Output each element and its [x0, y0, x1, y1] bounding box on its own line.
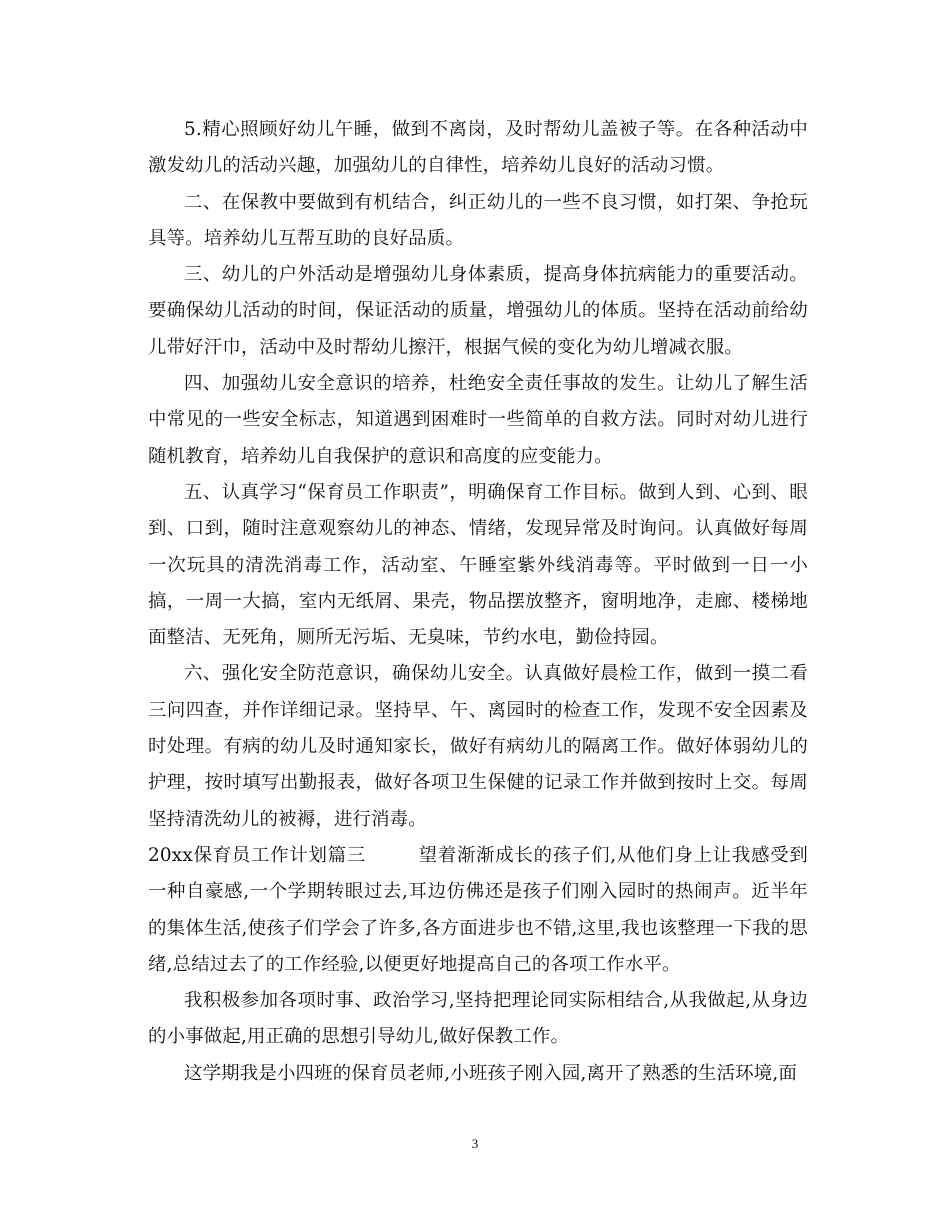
paragraph-5-duties: 五、认真学习“保育员工作职责”，明确保育工作目标。做到人到、心到、眼到、口到，随时注意观察幼儿的神态、情绪，发现异常及时询问。认真做好每周一次玩具的清洗消毒工作，活动室、午睡室紫外线消毒等。平时做到一日一小搞，一周一大搞，室内无纸屑、果壳，物品摆放整齐，窗明地净，走廊、楼梯地面整洁、无死角，厕所无污垢、无臭味，节约水电，勤俭持园。 [148, 481, 808, 649]
paragraph-4-safety-awareness: 四、加强幼儿安全意识的培养，杜绝安全责任事故的发生。让幼儿了解生活中常见的一些安全标志，知道遇到困难时一些简单的自救方法。同时对幼儿进行随机教育，培养幼儿自我保护的意识和高度的应变能力。 [148, 373, 808, 467]
paragraph-3-outdoor-activities: 三、幼儿的户外活动是增强幼儿身体素质，提高身体抗病能力的重要活动。要确保幼儿活动的时间，保证活动的质量，增强幼儿的体质。坚持在活动前给幼儿带好汗巾，活动中及时帮幼儿擦汗，根据气候的变化为幼儿增减衣服。 [148, 264, 808, 358]
section-paragraph-2: 我积极参加各项时事、政治学习,坚持把理论同实际相结合,从我做起,从身边的小事做起,用正确的思想引导幼儿,做好保教工作。 [148, 990, 808, 1048]
section-heading: 20xx保育员工作计划篇三 [148, 844, 367, 866]
paragraph-5-nap-care: 5.精心照顾好幼儿午睡，做到不离岗，及时帮幼儿盖被子等。在各种活动中激发幼儿的活动兴趣，加强幼儿的自律性，培养幼儿良好的活动习惯。 [148, 119, 808, 177]
section-intro-paragraph [148, 838, 808, 983]
section-paragraph-1: 望着渐渐成长的孩子们,从他们身上让我感受到一种自豪感,一个学期转眼过去,耳边仿佛还是孩子们刚入园时的热闹声。近半年的集体生活,使孩子们学会了许多,各方面进步也不错,这里,我也该整理一下我的思绪,总结过去了的工作经验,以便更好地提高自己的各项工作水平。 [148, 844, 808, 975]
paragraph-6-safety-prevention: 六、强化安全防范意识，确保幼儿安全。认真做好晨检工作，做到一摸二看三问四查，并作详细记录。坚持早、午、离园时的检查工作，发现不安全因素及时处理。有病的幼儿及时通知家长，做好有病幼儿的隔离工作。做好体弱幼儿的护理，按时填写出勤报表，做好各项卫生保健的记录工作并做到按时上交。每周坚持清洗幼儿的被褥，进行消毒。 [148, 663, 808, 830]
paragraph-2-habits: 二、在保教中要做到有机结合，纠正幼儿的一些不良习惯，如打架、争抢玩具等。培养幼儿互帮互助的良好品质。 [148, 191, 808, 249]
document-body [148, 112, 808, 1092]
page-number: 3 [471, 1136, 479, 1151]
section-paragraph-3: 这学期我是小四班的保育员老师,小班孩子刚入园,离开了熟悉的生活环境,面 [184, 1062, 798, 1084]
